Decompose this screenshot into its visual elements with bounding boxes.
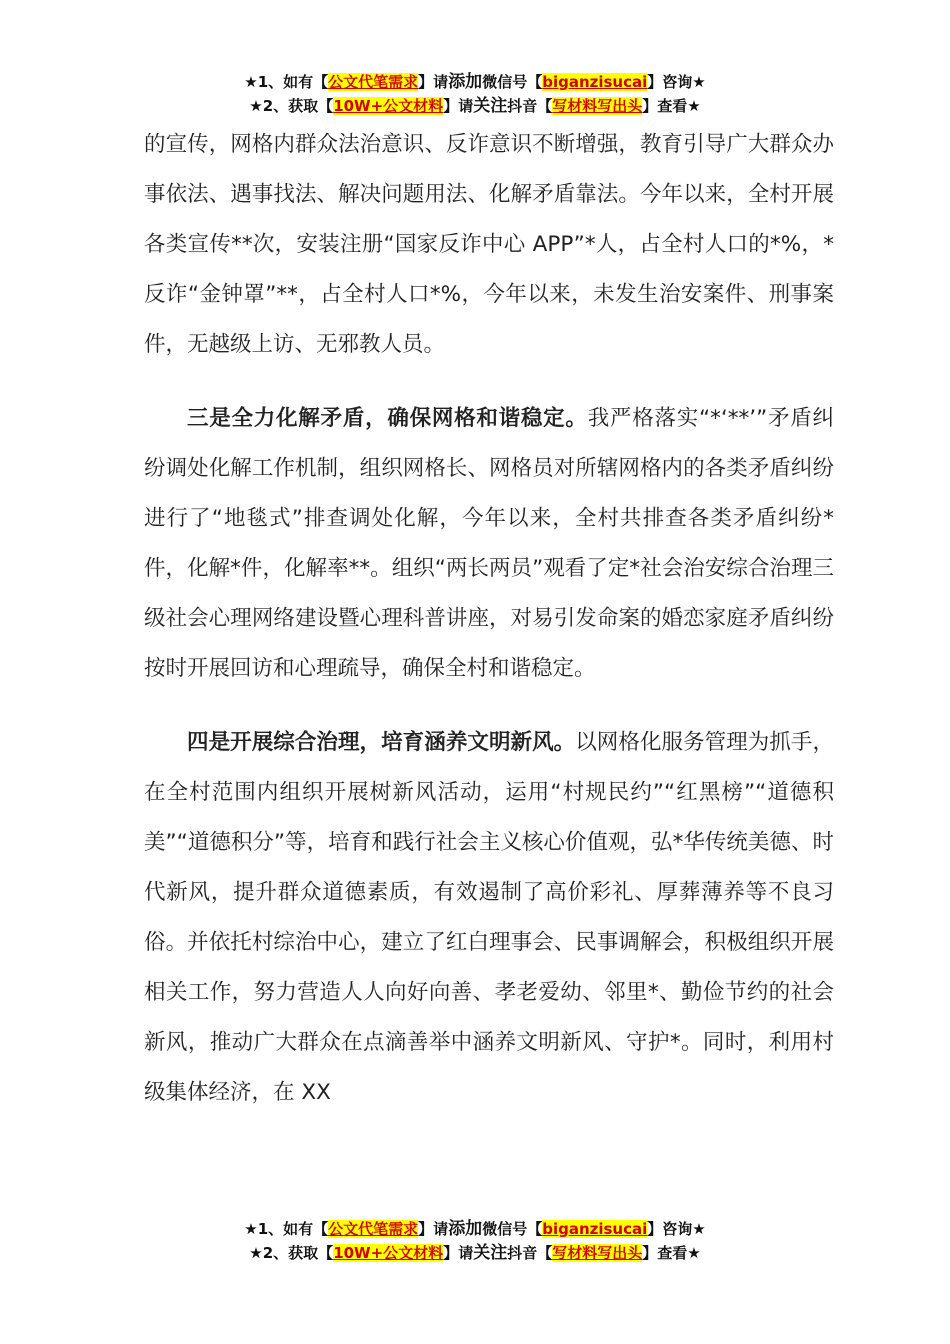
douyin-account-highlight: 写材料写出头 bbox=[552, 1244, 643, 1262]
notice-suffix: 】查看★ bbox=[642, 1244, 701, 1262]
notice-prefix: ★1、如有【 bbox=[244, 1220, 329, 1238]
materials-highlight: 10W+公文材料 bbox=[333, 97, 444, 115]
footer-notice-line-1 bbox=[0, 1217, 950, 1241]
ghostwriting-highlight: 公文代笔需求 bbox=[328, 73, 419, 91]
ghostwriting-highlight: 公文代笔需求 bbox=[328, 1220, 419, 1238]
notice-text: 】请 bbox=[418, 73, 449, 91]
notice-text: 】请 bbox=[418, 1220, 449, 1238]
notice-text: 微信号【 bbox=[482, 73, 543, 91]
document-body bbox=[144, 120, 834, 1118]
notice-suffix: 】查看★ bbox=[642, 97, 701, 115]
notice-prefix: ★2、获取【 bbox=[249, 97, 334, 115]
paragraph-heading: 四是开展综合治理，培育涵养文明新风。 bbox=[187, 730, 576, 755]
footer-notice-line-2 bbox=[0, 1241, 950, 1265]
notice-text: 抖音【 bbox=[507, 1244, 553, 1262]
paragraph-heading: 三是全力化解矛盾，确保网格和谐稳定。 bbox=[187, 406, 588, 431]
notice-suffix: 】咨询★ bbox=[647, 1220, 706, 1238]
notice-text: 微信号【 bbox=[482, 1220, 543, 1238]
header-notice bbox=[0, 70, 950, 118]
notice-emphasis: 关注 bbox=[473, 1243, 508, 1263]
materials-highlight: 10W+公文材料 bbox=[333, 1244, 444, 1262]
paragraph-publicity: 的宣传，网格内群众法治意识、反诈意识不断增强，教育引导广大群众办事依法、遇事找法、解决问题用法、化解矛盾靠法。今年以来，全村开展各类宣传**次，安装注册“国家反诈中心 APP”*人，占全村人口的*%，*反诈“金钟罩”**，占全村人口*%，今年以来，未发生治安案件、刑事案件，无越级上访、无邪教人员。 bbox=[144, 132, 834, 357]
notice-text: 】请 bbox=[443, 1244, 474, 1262]
notice-suffix: 】咨询★ bbox=[647, 73, 706, 91]
notice-emphasis: 关注 bbox=[473, 96, 508, 116]
footer-notice bbox=[0, 1217, 950, 1265]
wechat-id-highlight: biganzisucai bbox=[542, 1220, 648, 1238]
paragraph-civility bbox=[144, 718, 834, 1118]
notice-emphasis: 添加 bbox=[448, 1219, 483, 1239]
notice-prefix: ★1、如有【 bbox=[244, 73, 329, 91]
header-notice-line-1 bbox=[0, 70, 950, 94]
paragraph-text: 以网格化服务管理为抓手，在全村范围内组织开展树新风活动，运用“村规民约”“红黑榜”“道德积美”“道德积分”等，培育和践行社会主义核心价值观，弘*华传统美德、时代新风，提升群众道德素质，有效遏制了高价彩礼、厚葬薄养等不良习俗。并依托村综治中心，建立了红白理事会、民事调解会，积极组织开展相关工作，努力营造人人向好向善、孝老爱幼、邻里*、勤俭节约的社会新风，推动广大群众在点滴善举中涵养文明新风、守护*。同时，利用村级集体经济，在 XX bbox=[144, 730, 834, 1105]
wechat-id-highlight: biganzisucai bbox=[542, 73, 648, 91]
notice-prefix: ★2、获取【 bbox=[249, 1244, 334, 1262]
header-notice-line-2 bbox=[0, 94, 950, 118]
notice-text: 】请 bbox=[443, 97, 474, 115]
douyin-account-highlight: 写材料写出头 bbox=[552, 97, 643, 115]
notice-emphasis: 添加 bbox=[448, 72, 483, 92]
paragraph-text: 我严格落实“*‘**’”矛盾纠纷调处化解工作机制，组织网格长、网格员对所辖网格内的各类矛盾纠纷进行了“地毯式”排查调处化解，今年以来，全村共排查各类矛盾纠纷*件，化解*件，化解率**。组织“两长两员”观看了定*社会治安综合治理三级社会心理网络建设暨心理科普讲座，对易引发命案的婚恋家庭矛盾纠纷按时开展回访和心理疏导，确保全村和谐稳定。 bbox=[144, 406, 834, 681]
paragraph-resolve-conflicts bbox=[144, 394, 834, 694]
notice-text: 抖音【 bbox=[507, 97, 553, 115]
